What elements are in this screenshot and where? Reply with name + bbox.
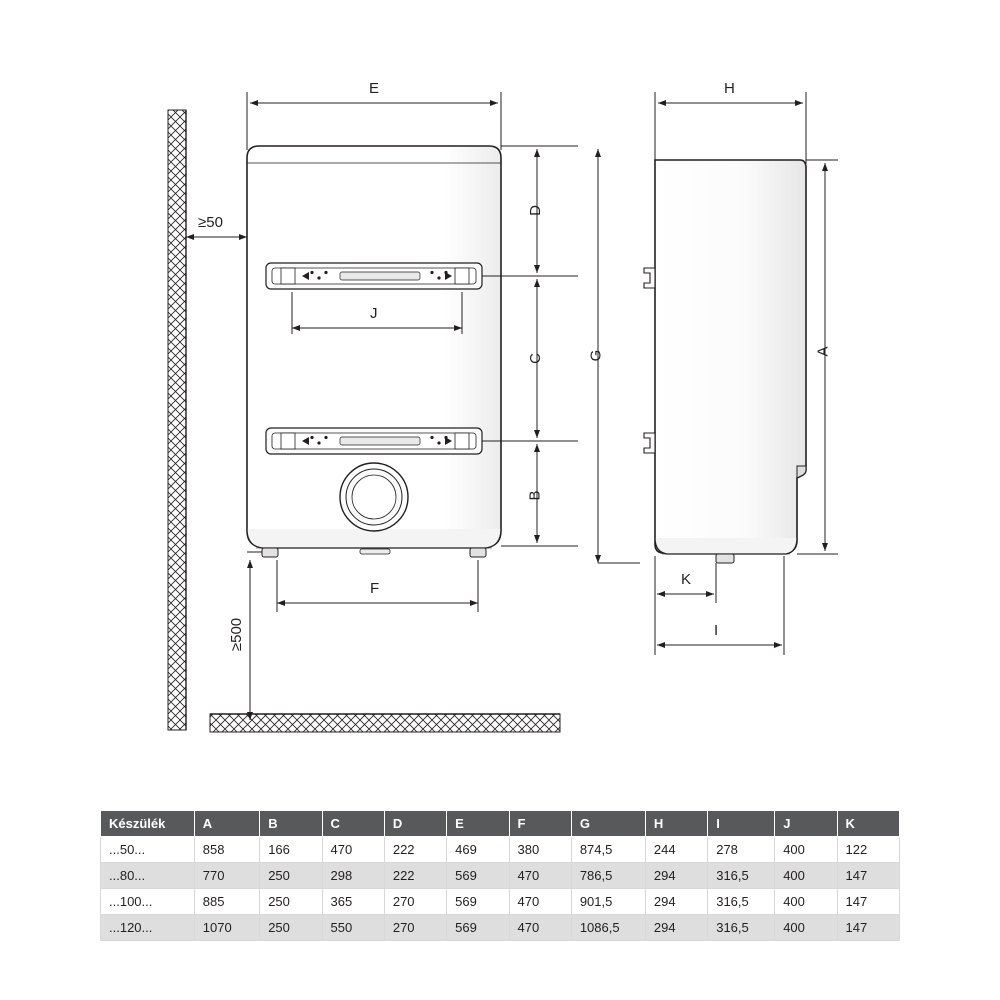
side-view-appliance — [644, 160, 806, 563]
side-bracket-upper — [644, 268, 655, 288]
table-cell: 222 — [384, 837, 446, 863]
table-cell: 470 — [322, 837, 384, 863]
table-cell: 885 — [194, 889, 259, 915]
table-cell: 250 — [260, 915, 322, 941]
table-cell: ...100... — [101, 889, 195, 915]
table-cell: 166 — [260, 837, 322, 863]
table-header-cell: K — [837, 811, 899, 837]
table-row — [101, 915, 900, 941]
label-wall-clearance: ≥50 — [198, 214, 223, 231]
label-B: B — [526, 490, 544, 501]
label-A: A — [814, 346, 832, 357]
table-row — [101, 889, 900, 915]
table-cell: ...120... — [101, 915, 195, 941]
label-F: F — [370, 580, 380, 597]
table-header-cell: J — [775, 811, 837, 837]
front-view-appliance — [247, 146, 501, 557]
table-cell: 874,5 — [571, 837, 645, 863]
table-cell: 278 — [708, 837, 775, 863]
table-cell: 550 — [322, 915, 384, 941]
table-cell: 770 — [194, 863, 259, 889]
table-cell: 147 — [837, 915, 899, 941]
table-header-cell: C — [322, 811, 384, 837]
table-cell: ...80... — [101, 863, 195, 889]
label-K: K — [681, 571, 692, 588]
table-cell: 244 — [645, 837, 707, 863]
table-cell: 294 — [645, 863, 707, 889]
label-D: D — [526, 205, 544, 216]
table-cell: 270 — [384, 889, 446, 915]
table-cell: 400 — [775, 863, 837, 889]
table-header-cell: B — [260, 811, 322, 837]
control-dial — [340, 463, 408, 531]
table-cell: ...50... — [101, 837, 195, 863]
table-cell: 147 — [837, 889, 899, 915]
label-J: J — [370, 305, 378, 322]
table-header-cell: G — [571, 811, 645, 837]
label-G: G — [587, 349, 605, 362]
table-cell: 294 — [645, 915, 707, 941]
side-bracket-lower — [644, 433, 655, 453]
specification-table — [100, 810, 900, 941]
table-header-cell: F — [509, 811, 571, 837]
upper-mounting-rail — [266, 263, 482, 289]
table-cell: 569 — [447, 915, 509, 941]
label-H: H — [724, 80, 735, 97]
table-cell: 569 — [447, 863, 509, 889]
label-floor-clearance: ≥500 — [228, 617, 246, 652]
table-cell: 270 — [384, 915, 446, 941]
table-cell: 316,5 — [708, 889, 775, 915]
lower-mounting-rail — [266, 428, 482, 454]
table-cell: 470 — [509, 863, 571, 889]
table-cell: 316,5 — [708, 915, 775, 941]
table-cell: 786,5 — [571, 863, 645, 889]
table-header-cell: D — [384, 811, 446, 837]
table-cell: 222 — [384, 863, 446, 889]
table-cell: 400 — [775, 915, 837, 941]
table-cell: 858 — [194, 837, 259, 863]
label-C: C — [526, 353, 544, 364]
table-header-cell: I — [708, 811, 775, 837]
table-row — [101, 837, 900, 863]
table-cell: 250 — [260, 863, 322, 889]
table-cell: 298 — [322, 863, 384, 889]
table-cell: 1086,5 — [571, 915, 645, 941]
table-cell: 400 — [775, 889, 837, 915]
table-cell: 365 — [322, 889, 384, 915]
label-I: I — [714, 622, 719, 639]
table-cell: 470 — [509, 915, 571, 941]
table-header-row — [101, 811, 900, 837]
table-row — [101, 863, 900, 889]
table-header-cell: Készülék — [101, 811, 195, 837]
table-cell: 400 — [775, 837, 837, 863]
wall-hatching — [168, 110, 186, 730]
table-cell: 147 — [837, 863, 899, 889]
table-header-cell: H — [645, 811, 707, 837]
table-header-cell: A — [194, 811, 259, 837]
label-E: E — [369, 80, 380, 97]
table-cell: 380 — [509, 837, 571, 863]
table-header-cell: E — [447, 811, 509, 837]
table-cell: 1070 — [194, 915, 259, 941]
table-cell: 250 — [260, 889, 322, 915]
table-cell: 316,5 — [708, 863, 775, 889]
table-cell: 294 — [645, 889, 707, 915]
floor-hatching — [210, 714, 560, 732]
table-cell: 122 — [837, 837, 899, 863]
table-cell: 569 — [447, 889, 509, 915]
table-cell: 470 — [509, 889, 571, 915]
table-cell: 901,5 — [571, 889, 645, 915]
table-cell: 469 — [447, 837, 509, 863]
